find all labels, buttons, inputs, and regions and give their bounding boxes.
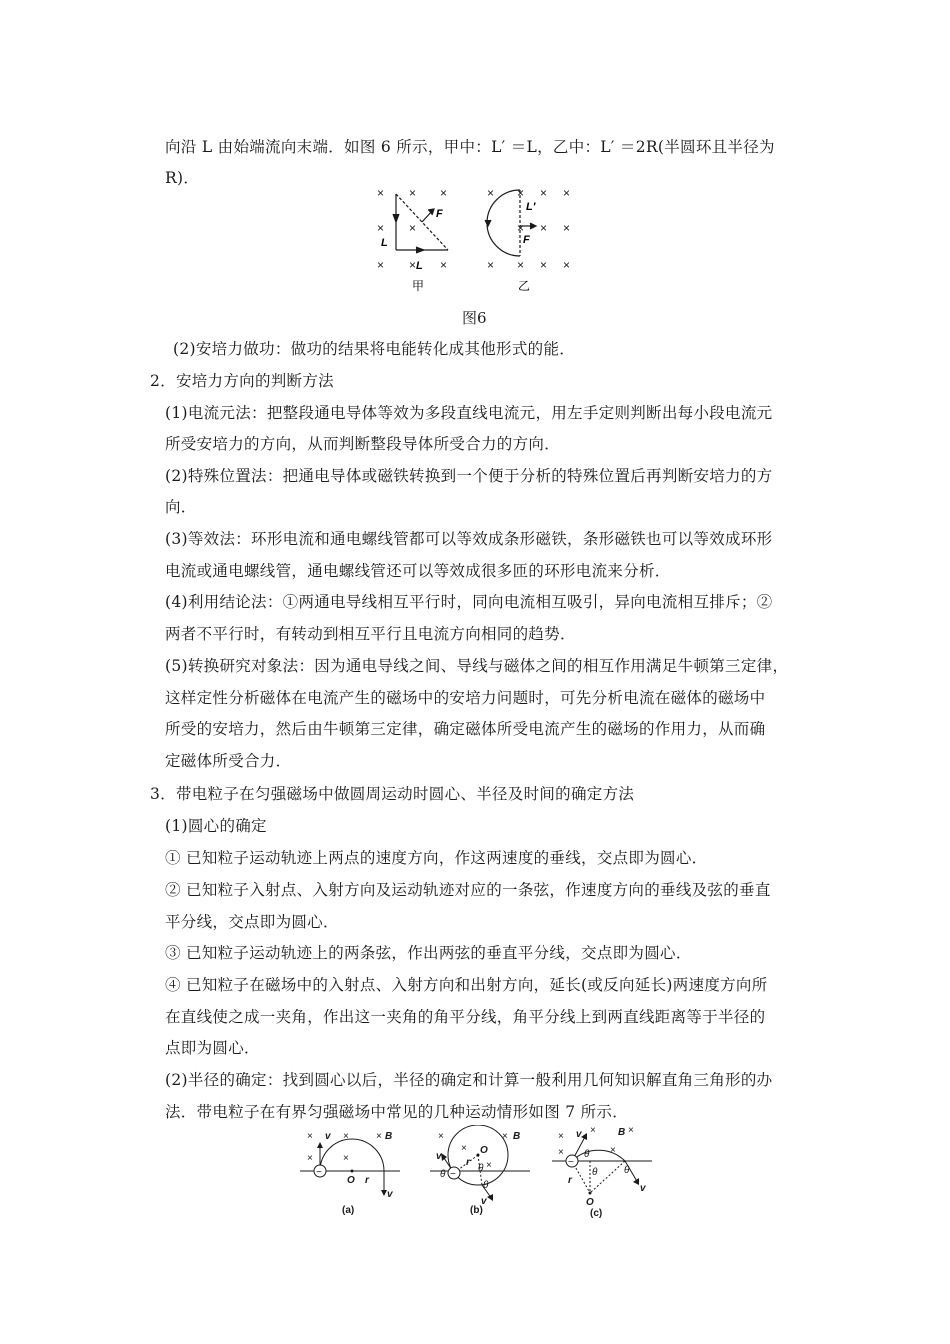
label-v: v xyxy=(325,1131,331,1142)
field-cross: × xyxy=(343,1153,349,1164)
field-cross: × xyxy=(409,186,417,200)
field-cross: × xyxy=(307,1131,313,1142)
field-cross: × xyxy=(461,1143,467,1154)
field-cross: × xyxy=(487,258,495,272)
fig6-label-F: F xyxy=(436,208,443,220)
section-2-line: 两者不平行时，有转动到相互平行且电流方向相同的趋势． xyxy=(165,625,576,643)
field-cross: × xyxy=(343,1131,349,1142)
particle-minus: − xyxy=(316,1167,322,1178)
field-cross: × xyxy=(502,1131,508,1142)
field-cross: × xyxy=(438,1131,444,1142)
field-cross: × xyxy=(376,1131,382,1142)
section-3-line: (1)圆心的确定 xyxy=(165,817,267,835)
fig6-crosses xyxy=(377,186,570,272)
fig6-label-jia: 甲 xyxy=(412,279,425,293)
fig7-panel-a xyxy=(300,1131,400,1216)
section-2-line: (4)利用结论法：①两通电导线相互平行时，同向电流相互吸引，异向电流相互排斥；② xyxy=(165,593,773,611)
field-cross: × xyxy=(517,186,525,200)
label-B: B xyxy=(618,1127,626,1138)
field-cross: × xyxy=(409,221,417,235)
label-O: O xyxy=(480,1145,488,1156)
figure-7 xyxy=(290,1125,670,1220)
section-3-line: 法．带电粒子在有界匀强磁场中常见的几种运动情形如图 7 所示． xyxy=(165,1103,629,1121)
fig7-label-b: (b) xyxy=(470,1205,483,1216)
label-v: v xyxy=(387,1189,393,1200)
section-3-line: ② 已知粒子入射点、入射方向及运动轨迹对应的一条弦，作速度方向的垂线及弦的垂直 xyxy=(165,881,771,899)
label-B: B xyxy=(513,1131,521,1142)
field-cross: × xyxy=(540,221,548,235)
section-2-line: 向． xyxy=(165,498,197,516)
section-3-line: ① 已知粒子运动轨迹上两点的速度方向，作这两速度的垂线，交点即为圆心． xyxy=(165,849,708,867)
field-cross: × xyxy=(540,258,548,272)
particle-minus: − xyxy=(568,1157,574,1168)
fig7-panel-b xyxy=(430,1125,530,1216)
fig7-panel-c xyxy=(552,1125,652,1219)
field-cross: × xyxy=(440,186,448,200)
section-2-line: 定磁体所受合力． xyxy=(165,752,292,770)
label-theta: θ xyxy=(584,1149,590,1160)
fig6-label-L: L xyxy=(381,237,388,249)
field-cross: × xyxy=(517,258,525,272)
section-3-line: (2)半径的确定：找到圆心以后，半径的确定和计算一般利用几何知识解直角三角形的办 xyxy=(165,1071,773,1089)
label-B: B xyxy=(385,1131,393,1142)
label-theta: θ xyxy=(483,1180,489,1191)
field-cross: × xyxy=(558,1131,564,1142)
label-theta: θ xyxy=(440,1169,446,1180)
label-theta: θ xyxy=(624,1165,630,1176)
section-3-line: 平分线，交点即为圆心． xyxy=(165,913,339,931)
intro-line-2: R)． xyxy=(165,169,200,187)
fig6-label-L-bottom: L xyxy=(416,260,423,272)
field-cross: × xyxy=(487,186,495,200)
field-cross: × xyxy=(563,258,571,272)
label-theta: θ xyxy=(478,1163,484,1174)
label-r: r xyxy=(365,1175,369,1186)
section-2-line: (5)转换研究对象法：因为通电导线之间、导线与磁体之间的相互作用满足牛顿第三定律， xyxy=(165,657,789,675)
fig6-triangle-wire xyxy=(393,194,448,253)
figure-6 xyxy=(360,180,600,300)
field-cross: × xyxy=(377,186,385,200)
fig6-label-yi: 乙 xyxy=(518,279,531,293)
fig7-label-a: (a) xyxy=(342,1205,355,1216)
field-cross: × xyxy=(409,258,417,272)
particle-minus: − xyxy=(450,1169,456,1180)
field-cross: × xyxy=(628,1125,634,1136)
fig6-label-Lprime: L′ xyxy=(526,201,536,213)
fig7-label-c: (c) xyxy=(590,1208,603,1219)
label-v: v xyxy=(436,1151,442,1162)
section-2-line: (3)等效法：环形电流和通电螺线管都可以等效成条形磁铁，条形磁铁也可以等效成环形 xyxy=(165,530,773,548)
field-cross: × xyxy=(610,1145,616,1156)
paragraph-work: (2)安培力做功：做功的结果将电能转化成其他形式的能． xyxy=(173,340,576,358)
field-cross: × xyxy=(377,221,385,235)
label-v: v xyxy=(576,1129,582,1140)
field-cross: × xyxy=(440,258,448,272)
fig6-label-F-2: F xyxy=(523,234,530,246)
field-cross: × xyxy=(517,221,525,235)
section-2-line: (2)特殊位置法：把通电导体或磁铁转换到一个便于分析的特殊位置后再判断安培力的方 xyxy=(165,467,773,485)
section-3-line: 在直线使之成一夹角，作出这一夹角的角平分线，角平分线上到两直线距离等于半径的 xyxy=(165,1008,766,1026)
section-3-line: ④ 已知粒子在磁场中的入射点、入射方向和出射方向，延长(或反向延长)两速度方向所 xyxy=(165,976,768,994)
section-2-line: 电流或通电螺线管，通电螺线管还可以等效成很多匝的环形电流来分析． xyxy=(165,562,671,580)
section-2-line: (1)电流元法：把整段通电导体等效为多段直线电流元，用左手定则判断出每小段电流元 xyxy=(165,404,773,422)
section-2-heading: 2．安培力方向的判断方法 xyxy=(150,372,334,390)
label-v: v xyxy=(481,1196,487,1207)
label-O: O xyxy=(347,1175,355,1186)
field-cross: × xyxy=(377,258,385,272)
field-cross: × xyxy=(590,1125,596,1136)
field-cross: × xyxy=(563,221,571,235)
section-3-line: ③ 已知粒子运动轨迹上的两条弦，作出两弦的垂直平分线，交点即为圆心． xyxy=(165,944,692,962)
section-3-heading: 3．带电粒子在匀强磁场中做圆周运动时圆心、半径及时间的确定方法 xyxy=(150,785,635,803)
section-3-line: 点即为圆心． xyxy=(165,1039,260,1057)
label-v: v xyxy=(640,1183,646,1194)
section-2-line: 这样定性分析磁体在电流产生的磁场中的安培力问题时，可先分析电流在磁体的磁场中 xyxy=(165,689,766,707)
fig6-caption: 图6 xyxy=(462,309,487,327)
field-cross: × xyxy=(563,186,571,200)
section-2-line: 所受的安培力，然后由牛顿第三定律，确定磁体所受电流产生的磁场的作用力，从而确 xyxy=(165,720,766,738)
field-cross: × xyxy=(540,186,548,200)
field-cross: × xyxy=(558,1147,564,1158)
field-cross: × xyxy=(486,1160,492,1171)
label-theta: θ xyxy=(592,1167,598,1178)
label-O: O xyxy=(586,1197,594,1208)
field-cross: × xyxy=(307,1153,313,1164)
label-r: r xyxy=(466,1157,470,1168)
label-r: r xyxy=(568,1175,572,1186)
section-2-line: 所受安培力的方向，从而判断整段导体所受合力的方向． xyxy=(165,435,561,453)
intro-line-1: 向沿 L 由始端流向末端．如图 6 所示，甲中：L′ ＝L，乙中：L′ ＝2R(半圆环且半径为 xyxy=(165,138,775,156)
